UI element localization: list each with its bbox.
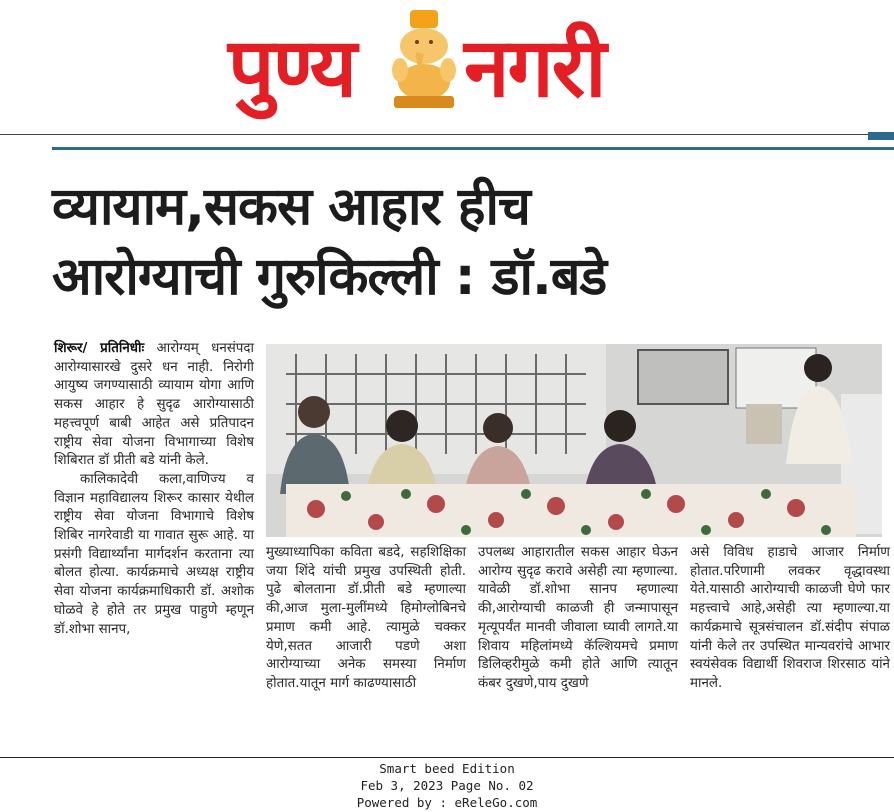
section-rule [52,147,894,150]
article-lead-text: आरोग्यम् धनसंपदा आरोग्यासारखे दुसरे धन नाही. निरोगी आयुष्य जगण्यासाठी व्यायाम योगा आणि सकस आहार हे सुदृढ आरोग्यासाठी महत्त्वपूर्ण बाबी आहेत असे प्रतिपादन राष्ट्रीय सेवा योजना विभागाच्या विशेष शिबिरात डॉ प्रीती बडे यांनी केले. [54,341,254,469]
article-paragraph: कालिकादेवी कला,वाणिज्य व विज्ञान महाविद्यालय शिरूर कासार येथील राष्ट्रीय सेवा योजना विभागाचे विशेष शिबिर नागरेवाडी या गावात सुरू आहे. या प्रसंगी विद्यार्थ्यांना मार्गदर्शन करताना त्या बोलत होत्या. कार्यक्रमाचे अध्यक्ष राष्ट्रीय सेवा योजना कार्यक्रमाधिकारी डॉ. अशोक घोळवे हे होते तर प्रमुख पाहुणे म्हणून डॉ.शोभा सानप, [54,471,254,637]
footer-date-page: Feb 3, 2023 Page No. 02 [360,778,534,793]
article-column-3: उपलब्ध आहारातील सकस आहार घेऊन आरोग्य सुदृढ करावे असेही त्या म्हणाल्या. यावेळी डॉ.शोभा सानप म्हणाल्या की,आरोग्याची काळजी ही जन्मापासून मृत्यूपर्यंत मानवी जीवाला घ्यावी लागते.या शिवाय महिलांमध्ये कॅल्शियमचे प्रमाण डिलिव्हरीमुळे कमी होते आणि त्यातून कंबर दुखणे,पाय दुखणे [478,545,678,691]
byline: शिरूर/ प्रतिनिधीः [54,341,145,356]
article-column-4: असे विविध हाडाचे आजार निर्माण होतात.परिणामी लवकर वृद्धावस्था येते.यासाठी आरोग्याची काळजी घेणे फार महत्त्वाचे आहे,असेही त्या म्हणाल्या.या कार्यक्रमाचे सूत्रसंचालन डॉ.संदीप संपाळ यांनी केले तर उपस्थित मान्यवरांचे आभार स्वयंसेवक विद्यार्थी शिवराज शिरसाठ यांने मानले. [690,545,890,691]
headline-line-1: व्यायाम,सकस आहार हीच [52,177,530,237]
headline-line-2: आरोग्याची गुरुकिल्ली : डॉ.बडे [52,247,607,307]
article-lead [54,340,254,471]
masthead-title-left: पुण्य [228,21,356,116]
article-column-2: मुख्याध्यापिका कविता बडदे, सहशिक्षिका जया शिंदे यांची प्रमुख उपस्थिती होती. पुढे बोलताना डॉ.प्रीती बडे म्हणाल्या की,आज मुला-मुलींमध्ये हिमोग्लोबिनचे प्रमाण कमी आहे. त्यामुळे चक्कर येणे,सतत आजारी पडणे अशा आरोग्याच्या अनेक समस्या निर्माण होतात.यातून मार्ग काढण्यासाठी [266,545,466,691]
masthead-title-right: नगरी [464,21,605,116]
footer-powered-by: Powered by : eReleGo.com [356,795,538,810]
masthead [0,0,894,132]
event-photo [266,344,882,537]
headline [52,172,892,312]
article-column-1 [54,340,254,639]
corner-accent [868,132,894,140]
footer-divider [0,757,894,758]
top-divider [0,134,894,135]
footer-edition: Smart beed Edition [379,761,515,776]
event-photo-illustration [266,344,882,537]
ganesh-idol-icon [386,8,462,112]
footer [0,760,894,811]
